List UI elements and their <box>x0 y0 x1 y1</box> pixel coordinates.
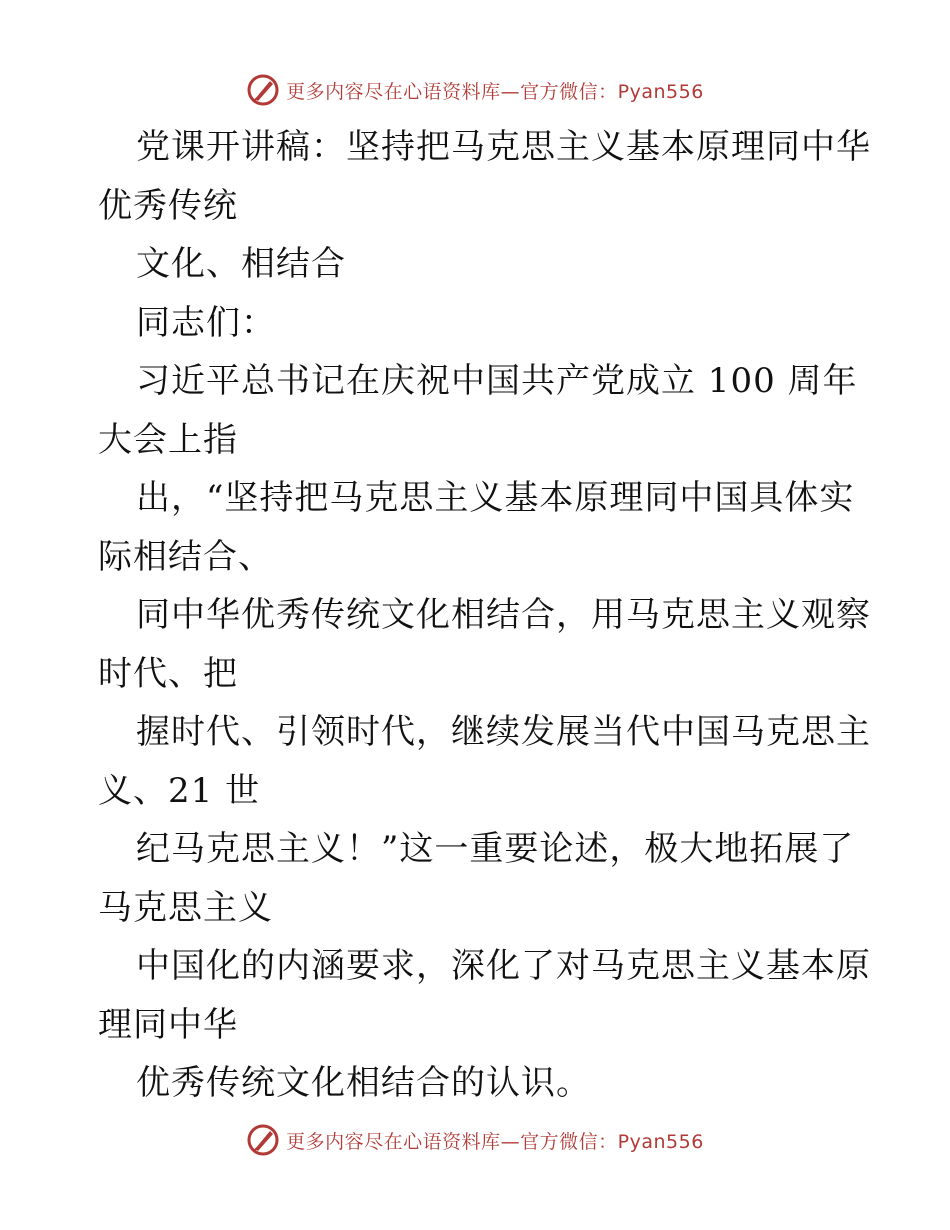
text-line: 纪马克思主义！”这一重要论述，极大地拓展了 <box>136 829 855 869</box>
text-line: 义、21 世 <box>98 770 261 811</box>
text-line: 党课开讲稿：坚持把马克思主义基本原理同中华 <box>136 127 871 167</box>
text-line: 优秀传统 <box>98 185 238 226</box>
text-line: 习近平总书记在庆祝中国共产党成立 100 周年 <box>136 361 858 401</box>
text-line: 优秀传统文化相结合的认识。 <box>136 1063 591 1103</box>
text-line: 握时代、引领时代，继续发展当代中国马克思主 <box>136 712 871 752</box>
watermark-text: 更多内容尽在心语资料库—官方微信：Pyan556 <box>286 1130 704 1153</box>
header-watermark <box>0 70 950 110</box>
text-line: 文化、相结合 <box>136 244 346 284</box>
text-line: 大会上指 <box>98 419 238 460</box>
watermark-text: 更多内容尽在心语资料库—官方微信：Pyan556 <box>286 80 704 103</box>
text-line: 同志们： <box>136 302 276 343</box>
quill-logo-icon <box>246 1123 280 1157</box>
text-line: 中国化的内涵要求，深化了对马克思主义基本原 <box>136 946 871 986</box>
text-line: 同中华优秀传统文化相结合，用马克思主义观察 <box>136 595 871 635</box>
document-body <box>98 118 871 1113</box>
text-line: 出，“坚持把马克思主义基本原理同中国具体实 <box>136 478 855 518</box>
text-line: 理同中华 <box>98 1004 238 1045</box>
text-line: 际相结合、 <box>98 536 273 577</box>
footer-watermark <box>0 1120 950 1160</box>
text-line: 时代、把 <box>98 653 238 694</box>
quill-logo-icon <box>246 73 280 107</box>
text-line: 马克思主义 <box>98 887 273 928</box>
